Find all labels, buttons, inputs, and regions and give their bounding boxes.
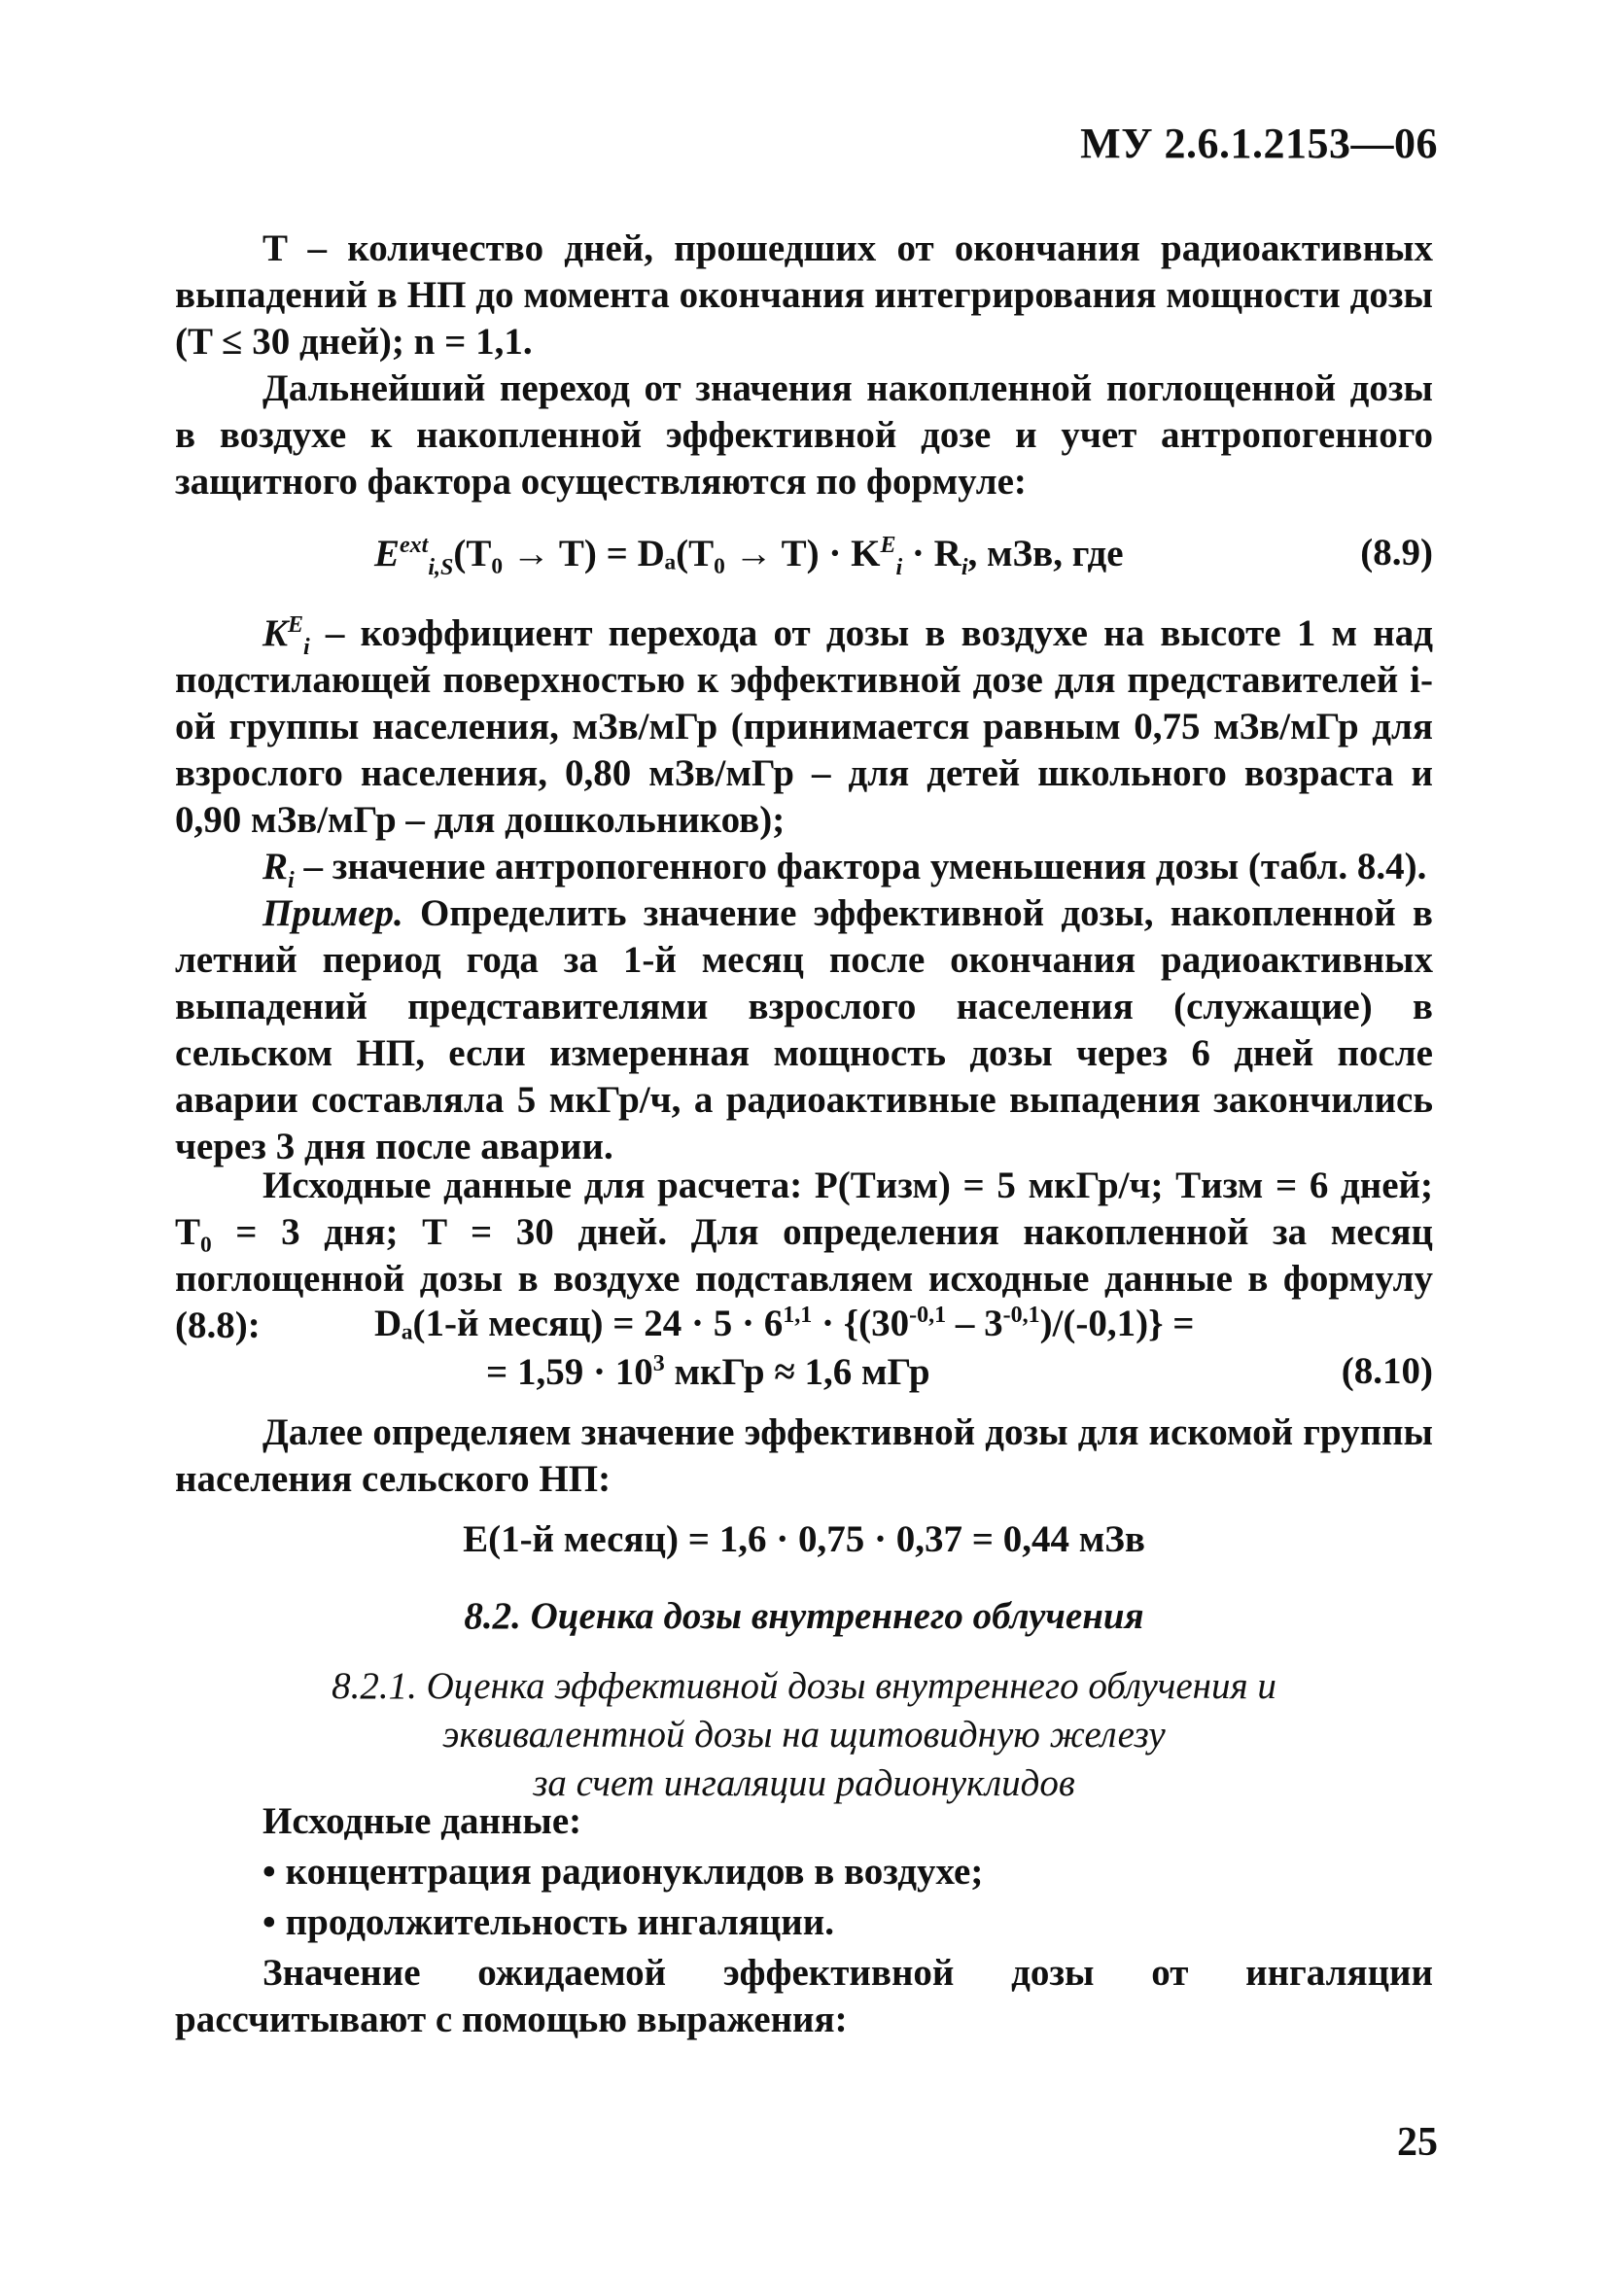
formula-r-sub: i — [961, 554, 968, 580]
subsection-title-line-3: за счет ингаляции радионуклидов — [533, 1762, 1075, 1804]
formula-810-line2-sup: 3 — [652, 1351, 665, 1376]
r-definition-text: – значение антропогенного фактора уменьшения дозы (табл. 8.4). — [294, 846, 1427, 887]
formula-810-sup-c: -0,1 — [1002, 1303, 1040, 1328]
formula-810-part-a: Dₐ(1-й месяц) = 24 · 5 · 6 — [374, 1303, 784, 1344]
formula-810-sup-a: 1,1 — [783, 1303, 813, 1328]
paragraph-effective-dose: Далее определяем значение эффективной дозы для искомой группы населения сельского НП: — [175, 1411, 1433, 1500]
r-symbol-sub: i — [288, 867, 295, 893]
page-number: 25 — [1397, 2120, 1438, 2165]
k-symbol-sub: i — [303, 634, 310, 660]
paragraph-example — [175, 890, 1433, 1170]
bullet-duration: • продолжительность ингаляции. — [175, 1899, 1433, 1946]
paragraph-r-definition — [175, 844, 1433, 893]
paragraph-t-definition: T – количество дней, прошедших от окончания радиоактивных выпадений в НП до момента окончания интегрирования мощности дозы (T ≤ 30 дней); n = 1,1. — [175, 227, 1433, 363]
equation-number-8-10: (8.10) — [1341, 1350, 1433, 1392]
formula-8-10-line1 — [374, 1301, 1194, 1347]
subsection-title-8-2-1 — [175, 1662, 1433, 1808]
example-label: Пример. — [262, 892, 403, 934]
formula-e-month: E(1-й месяц) = 1,6 · 0,75 · 0,37 = 0,44 мЗв — [463, 1518, 1145, 1560]
formula-810-part-b: · {(30 — [812, 1303, 910, 1344]
formula-r: · R — [902, 533, 961, 574]
k-definition-text: – коэффициент перехода от дозы в воздухе на высоте 1 м над подстилающей поверхностью к эффективной дозе для представителей i-ой группы населения, мЗв/мГр (принимается равным 0,75 мЗв/мГр для взрослого населения, 0,80 мЗв/мГр – для детей школьного возраста и 0,90 мЗв/мГр – для дошкольников); — [175, 612, 1433, 841]
formula-8-9 — [374, 531, 1124, 580]
formula-k-sup: E — [880, 533, 896, 558]
section-title-8-2: 8.2. Оценка дозы внутреннего облучения — [464, 1595, 1144, 1637]
formula-e-sup: ext — [400, 533, 429, 558]
paragraph-initial-data: Исходные данные: — [262, 1800, 582, 1842]
example-text: Определить значение эффективной дозы, накопленной в летний период года за 1-й месяц после окончания радиоактивных выпадений представителями взрослого населения (служащие) в сельском НП, если измеренная мощность дозы через 6 дней после аварии составляла 5 мкГр/ч, а радиоактивные выпадения закончились через 3 дня после аварии. — [175, 892, 1433, 1167]
formula-810-part-c: – 3 — [946, 1303, 1003, 1344]
k-symbol-sup: E — [288, 612, 304, 638]
formula-810-line2-b: мкГр ≈ 1,6 мГр — [664, 1351, 930, 1393]
formula-e-sub: i,S — [428, 554, 454, 580]
formula-810-part-d: )/(-0,1)} = — [1039, 1303, 1195, 1344]
formula-body: (T₀ → T) = Dₐ(T₀ → T) · K — [453, 533, 881, 574]
formula-tail: , мЗв, где — [967, 533, 1124, 574]
subsection-title-line-2: эквивалентной дозы на щитовидную железу — [442, 1714, 1166, 1756]
k-symbol: K — [262, 612, 289, 654]
subsection-title-line-1: 8.2.1. Оценка эффективной дозы внутреннего облучения и — [332, 1665, 1276, 1707]
r-symbol: R — [262, 846, 289, 887]
paragraph-transition: Дальнейший переход от значения накопленной поглощенной дозы в воздухе к накопленной эффективной дозе и учет антропогенного защитного фактора осуществляются по формуле: — [175, 367, 1433, 503]
formula-k-sub: i — [895, 554, 903, 580]
paragraph-expected-dose: Значение ожидаемой эффективной дозы от ингаляции рассчитывают с помощью выражения: — [175, 1952, 1433, 2040]
document-code-header: МУ 2.6.1.2153—06 — [1080, 120, 1438, 167]
paragraph-k-definition — [175, 610, 1433, 844]
formula-e-symbol: E — [374, 533, 401, 574]
formula-810-line2-a: = 1,59 · 10 — [486, 1351, 653, 1393]
formula-810-sup-b: -0,1 — [909, 1303, 947, 1328]
formula-8-10-line2 — [486, 1349, 930, 1396]
bullet-concentration: • концентрация радионуклидов в воздухе; — [175, 1849, 1433, 1896]
equation-number-8-9: (8.9) — [1360, 532, 1433, 574]
paragraph-input-data: Исходные данные для расчета: P(Tизм) = 5 мкГр/ч; Tизм = 6 дней; T₀ = 3 дня; T = 30 дней. Для определения накопленной за месяц поглощенной дозы в воздухе подставляем исходные данные в формулу (8.8): — [175, 1165, 1433, 1346]
